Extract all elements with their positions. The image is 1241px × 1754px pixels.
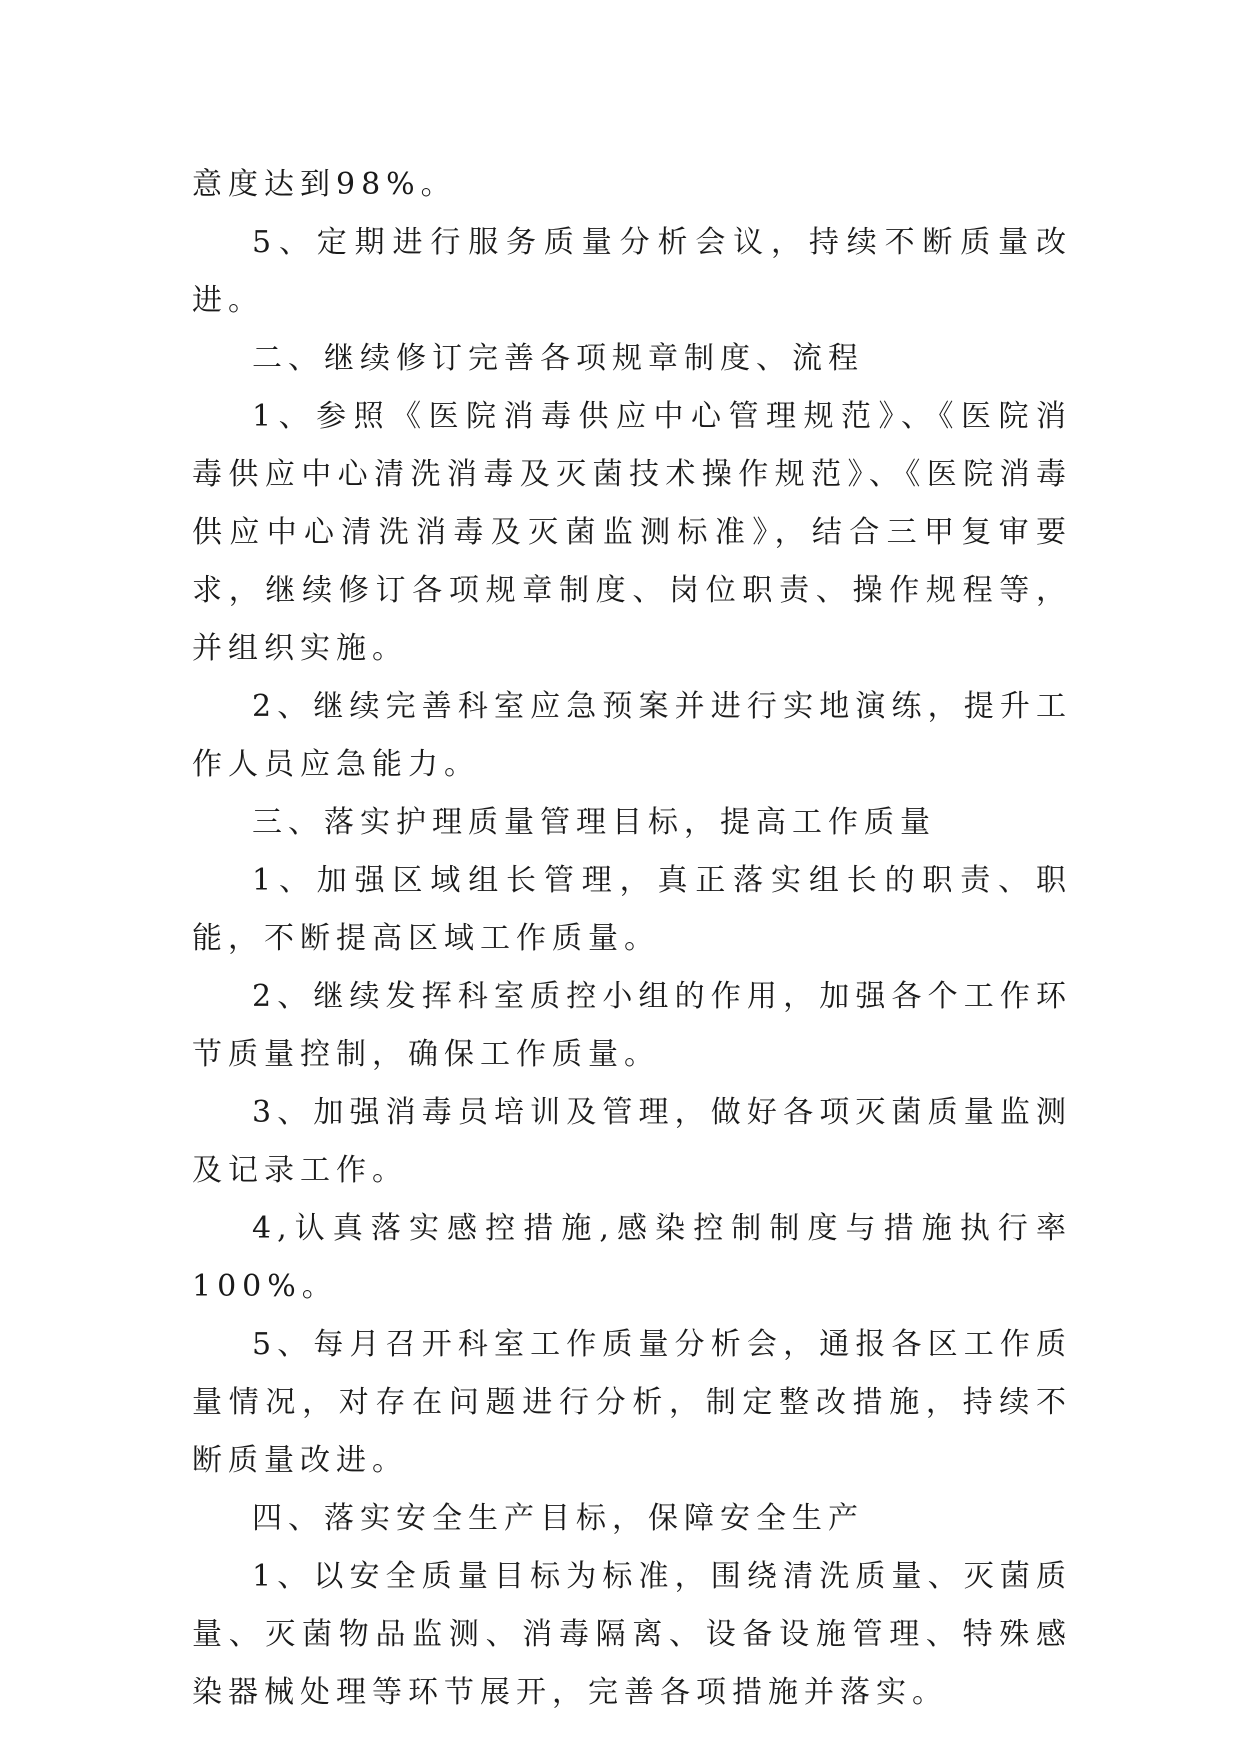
paragraph-item: 4,认真落实感控措施,感染控制制度与措施执行率100%。 bbox=[192, 1211, 1072, 1304]
paragraph-item: 5、定期进行服务质量分析会议，持续不断质量改进。 bbox=[192, 225, 1072, 318]
paragraph-item: 2、继续完善科室应急预案并进行实地演练，提升工作人员应急能力。 bbox=[192, 689, 1072, 782]
paragraph-item: 1、参照《医院消毒供应中心管理规范》、《医院消毒供应中心清洗消毒及灭菌技术操作规范》、《医院消毒供应中心清洗消毒及灭菌监测标准》，结合三甲复审要求，继续修订各项规章制度、岗位职责、操作规程等，并组织实施。 bbox=[192, 399, 1072, 666]
document-body bbox=[192, 156, 1072, 1722]
paragraph-item: 5、每月召开科室工作质量分析会，通报各区工作质量情况，对存在问题进行分析，制定整改措施，持续不断质量改进。 bbox=[192, 1327, 1072, 1478]
paragraph-item: 3、加强消毒员培训及管理，做好各项灭菌质量监测及记录工作。 bbox=[192, 1095, 1072, 1188]
paragraph-continuation: 意度达到98%。 bbox=[192, 167, 457, 202]
section-heading: 四、落实安全生产目标，保障安全生产 bbox=[252, 1501, 864, 1536]
paragraph-item: 1、加强区域组长管理，真正落实组长的职责、职能，不断提高区域工作质量。 bbox=[192, 863, 1072, 956]
section-heading: 二、继续修订完善各项规章制度、流程 bbox=[252, 341, 864, 376]
section-heading: 三、落实护理质量管理目标，提高工作质量 bbox=[252, 805, 936, 840]
paragraph-item: 1、以安全质量目标为标准，围绕清洗质量、灭菌质量、灭菌物品监测、消毒隔离、设备设施管理、特殊感染器械处理等环节展开，完善各项措施并落实。 bbox=[192, 1559, 1072, 1710]
paragraph-item: 2、继续发挥科室质控小组的作用，加强各个工作环节质量控制，确保工作质量。 bbox=[192, 979, 1072, 1072]
